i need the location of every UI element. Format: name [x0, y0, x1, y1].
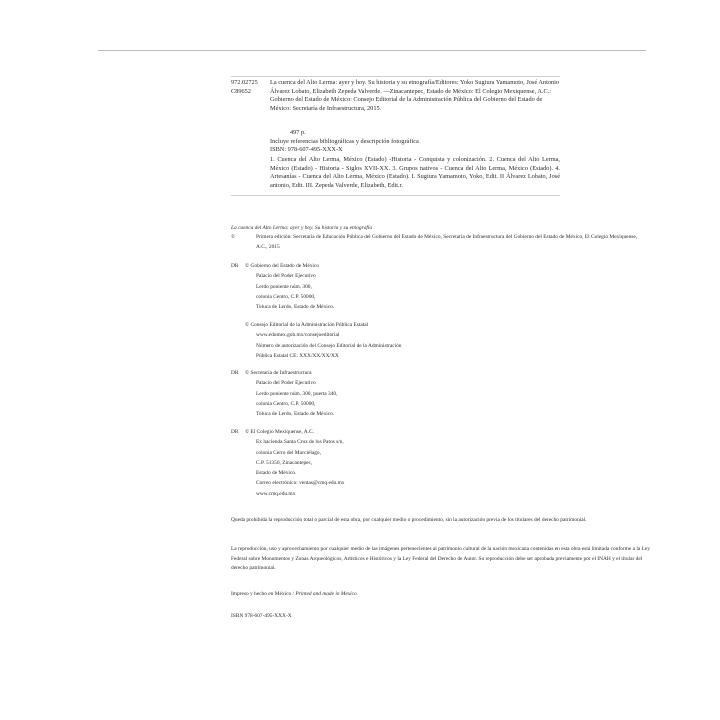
printed-es: Impreso y hecho en México / — [231, 591, 296, 597]
notes: Incluye referencias bibliográficas y descripción fotográfica — [270, 137, 419, 145]
owner-line: colonia Centro, C.P. 50000, — [256, 400, 316, 407]
owner-line: Estado de México. — [256, 470, 297, 477]
owner-line: © Consejo Editorial de la Administración Pública Estatal — [245, 322, 369, 328]
owner-line: Pública Estatal CE: XXX/XX/XX/XX — [256, 352, 339, 359]
rights-holder-colegio — [231, 427, 531, 499]
owner-line: colonia Cerro del Murciélago, — [256, 449, 321, 456]
printed-in-line — [231, 590, 651, 600]
owner-line: © Secretaría de Infraestructura — [245, 370, 312, 376]
dr-label: DR — [231, 370, 239, 376]
rights-holder-consejo — [231, 320, 531, 361]
owner-line: Toluca de Lerdo, Estado de México. — [256, 304, 335, 311]
cip-top-rule — [231, 76, 560, 77]
owner-line: www.edomex.gob.mx/consejoeditorial — [256, 332, 340, 339]
rights-holder-gobierno — [231, 261, 531, 312]
owner-line: C.P. 51350, Zinacantepec, — [256, 459, 313, 466]
cataloging-record — [231, 76, 560, 196]
final-isbn: ISBN 978-607-495-XXX-X — [231, 613, 292, 619]
reproduction-notice: La reproducción, uso y aprovechamiento por cualquier medio de las imágenes pertenecientes al patrimonio cultural de la nación mexicana contenidas en esta obra está limitada conforme a la Ley Federal sobre Monumentos y Zonas Arqueológicos, Artísticos e Históricos y la Ley Federal del Derecho de Autor. Su reproducción debe ser aprobada previamente por el INAH y el titular del derecho patrimonial. — [231, 546, 650, 572]
owner-line: © Gobierno del Estado de México — [245, 263, 320, 269]
class-number: 972.02725 — [231, 79, 258, 86]
edition-statement — [231, 233, 641, 252]
owner-line: Ex hacienda Santa Cruz de los Patos s/n, — [256, 439, 344, 446]
edition-text: Primera edición: Secretaría de Educación Pública del Gobierno del Estado de México, Secretaría de Infraestructura del Gobierno del Estado de México, El Colegio Mexiquense, A.C., 2015 — [256, 234, 638, 250]
owner-line: © El Colegio Mexiquense, A.C. — [245, 429, 314, 435]
owner-line: Correo electrónico: ventas@cmq.edu.mx — [256, 480, 345, 487]
subjects: 1. Cuenca del Alto Lerma, México (Estado) -Historia - Conquista y colonización. 2. Cuenca del Alto Lerma, México (Estado) - Historia - Siglos XVII-XX. 3. Grupos nativos - Cuenca del Alto Lerma, México (Estado). 4. Artesanías - Cuenca del Alto Lerma, México (Estado). I. Sugiura Yamamoto, Yoko, Edit. II Álvarez Lobato, José antonio, Edit. III. Zepeda Valverde, Elizabeth, Edit.r. — [270, 156, 560, 189]
owner-line: www.cmq.edu.mx — [256, 490, 296, 497]
classification — [231, 79, 258, 96]
owner-line: Palacio del Poder Ejecutivo — [256, 273, 316, 280]
owner-line: Toluca de Lerdo, Estado de México. — [256, 411, 335, 418]
owner-line: Palacio del Poder Ejecutivo — [256, 380, 316, 387]
main-entry: La cuenca del Alto Lerma: ayer y hoy. Su historia y su etnografía/Editores: Yoko Sugiura Yamamoto, José Antonio Álvarez Lobato, Elizabeth Zepeda Valverde. —Zinacantepec, Estado de México: El Colegio Mexiquense, A.C.: Gobierno del Estado de México: Consejo Editorial de la Administración Pública del Gobierno del Estado de México: Secretaría de Infraestructura, 2015. — [270, 79, 560, 112]
dr-label: DR — [231, 263, 239, 269]
pages: 497 p. — [290, 129, 306, 136]
owner-line: Número de autorización del Consejo Editorial de la Administración — [256, 342, 402, 349]
owner-line: colonia Centro, C.P. 50000, — [256, 293, 316, 300]
work-title: La cuenca del Alto Lerma: ayer y hoy. Su historia y su etnografía — [231, 225, 373, 231]
copyright-mark: © — [231, 234, 236, 240]
owner-line: Lerdo poniente núm. 300, puerta 340, — [256, 390, 338, 397]
prohibition-notice: Queda prohibida la reproducción total o parcial de esta obra, por cualquier medio o procedimiento, sin la autorización previa de los titulares del derecho patrimonial. — [231, 517, 587, 523]
cutter-number: C89652 — [231, 87, 251, 95]
owner-line: Lerdo poniente núm. 300, — [256, 283, 312, 290]
cip-bottom-rule — [231, 195, 560, 196]
printed-en: Printed and made in Mexico — [295, 591, 357, 597]
cip-isbn: ISBN: 978-607-495-XXX-X — [270, 146, 343, 154]
rights-holder-infraestructura — [231, 368, 531, 419]
top-rule — [98, 50, 646, 51]
dr-label: DR — [231, 429, 239, 435]
